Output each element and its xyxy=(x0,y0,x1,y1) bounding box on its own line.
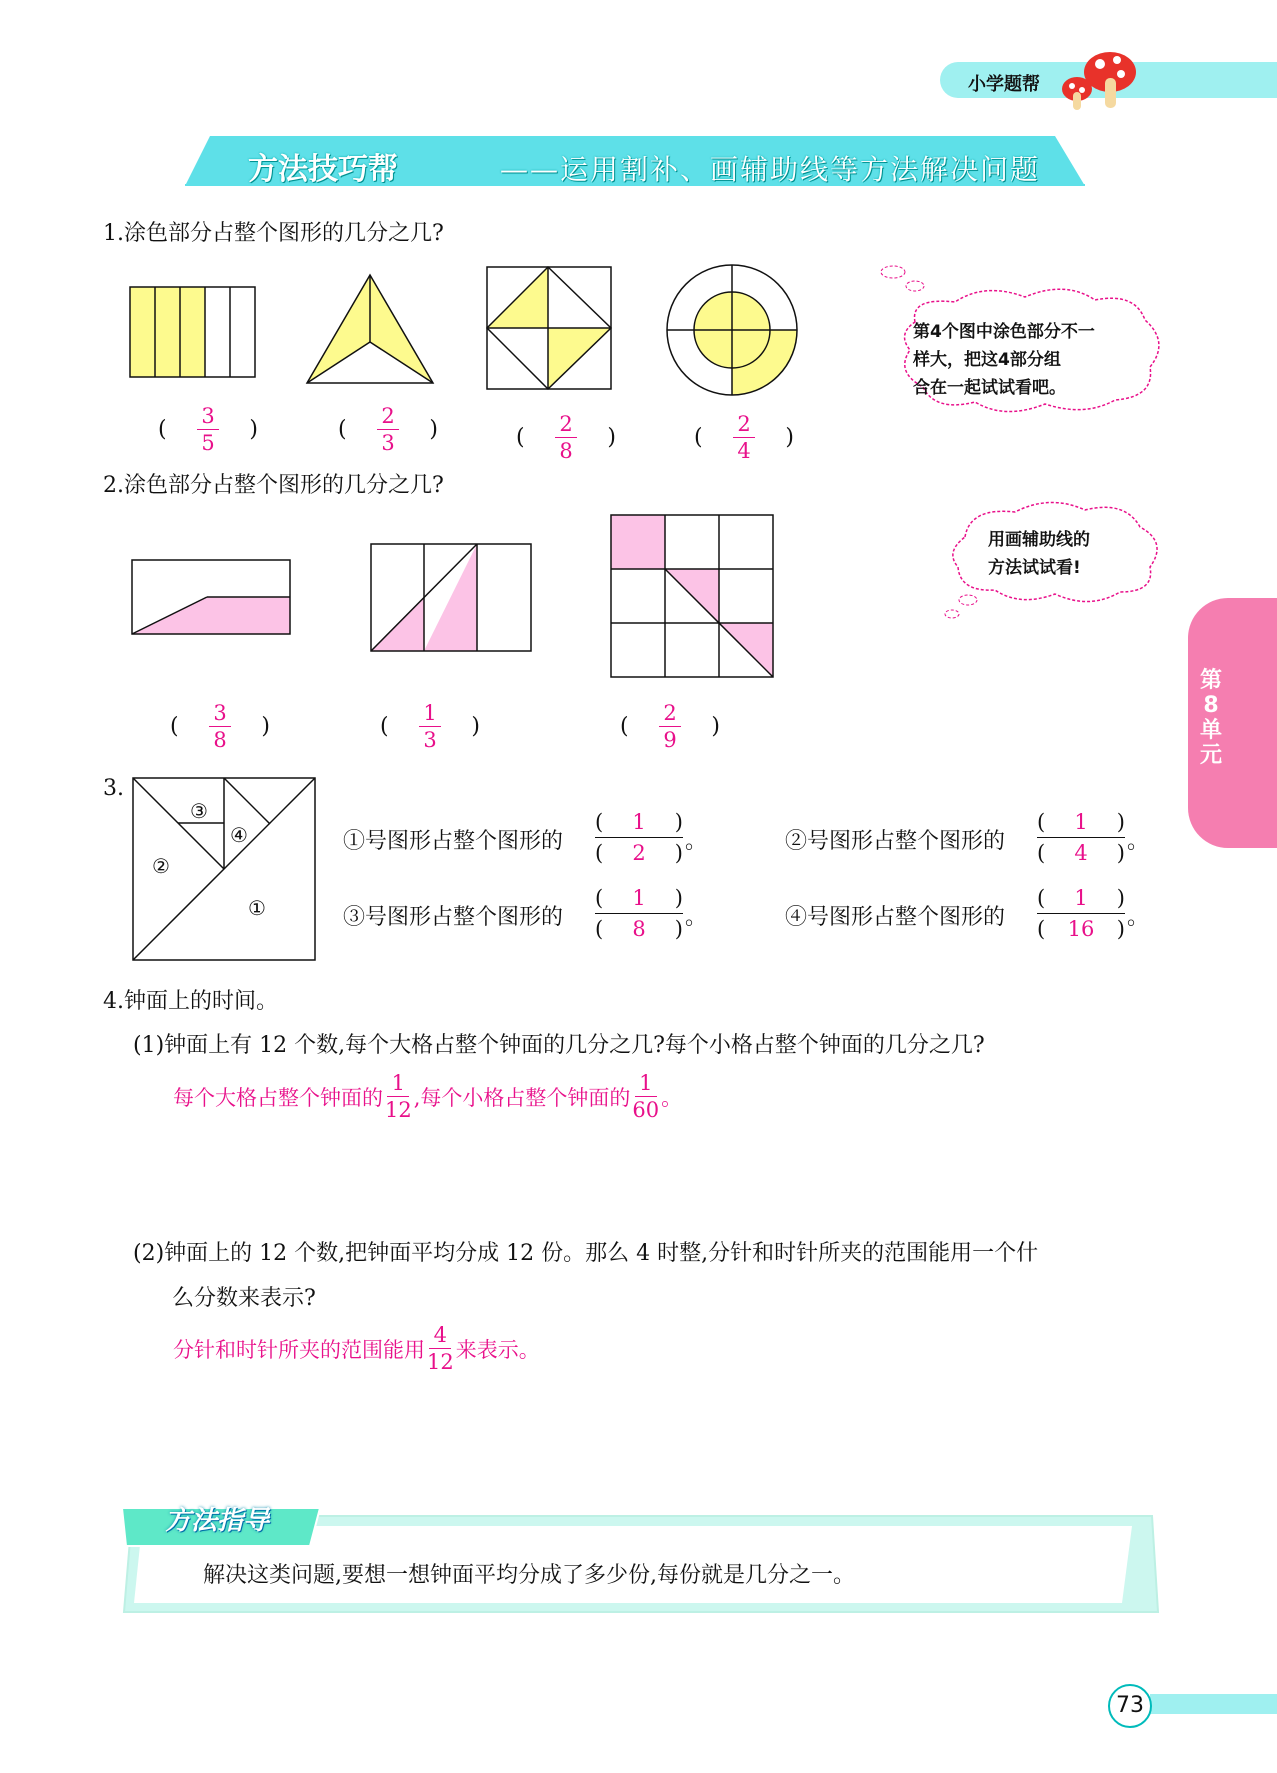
page-number: 73 xyxy=(1108,1684,1152,1728)
q2-figure-grid xyxy=(608,512,780,682)
q3-period-2: 。 xyxy=(1127,829,1150,854)
q4-sub2-line1: (2)钟面上的 12 个数,把钟面平均分成 12 份。那么 4 时整,分针和时针所夹的范围能用一个什 xyxy=(133,1241,1039,1266)
q2-answer-3: ( $\frac{2}{9}$ ) xyxy=(620,701,720,753)
q4-answer-1: 每个大格占整个钟面的 $\frac{1}{12}$ ,每个小格占整个钟面的 $\frac{1}{60}$ 。 xyxy=(173,1071,683,1123)
q3-period-4: 。 xyxy=(1127,905,1150,930)
q3-label-4: ④ xyxy=(230,823,248,847)
q1-answer-4: ( $\frac{2}{4}$ ) xyxy=(694,412,794,464)
q3-statement-4: ④号图形占整个图形的 xyxy=(785,905,1006,930)
q4-answer-2: 分针和时针所夹的范围能用 $\frac{4}{12}$ 来表示。 xyxy=(173,1323,540,1375)
q2-figure-rectangle xyxy=(130,558,292,638)
q2-figure-three-columns xyxy=(367,540,535,655)
q3-statement-1: ①号图形占整个图形的 xyxy=(343,829,564,854)
hint-bubble-1-text: 第4个图中涂色部分不一 样大，把这4部分组 合在一起试试看吧。 xyxy=(913,322,1095,398)
q2-answer-2: ( $\frac{1}{3}$ ) xyxy=(380,701,480,753)
q1-figure-triangle xyxy=(305,270,435,388)
q4-sub1: (1)钟面上有 12 个数,每个大格占整个钟面的几分之几?每个小格占整个钟面的几分之几? xyxy=(133,1033,985,1058)
page-number-strip xyxy=(1150,1694,1277,1714)
section-subtitle: ——运用割补、画辅助线等方法解决问题 xyxy=(500,153,1041,186)
q1-figure-square xyxy=(485,265,615,393)
q3-number: 3. xyxy=(103,776,124,801)
q1-answer-3: ( $\frac{2}{8}$ ) xyxy=(516,412,616,464)
brand-label: 小学题帮 xyxy=(968,74,1040,95)
q1-answer-1: ( $\frac{3}{5}$ ) xyxy=(158,404,258,456)
section-title: 方法技巧帮 xyxy=(248,152,398,187)
q4-prompt: 4.钟面上的时间。 xyxy=(103,989,278,1014)
method-guide-text: 解决这类问题,要想一想钟面平均分成了多少份,每份就是几分之一。 xyxy=(203,1563,855,1588)
q2-answer-1: ( $\frac{3}{8}$ ) xyxy=(170,701,270,753)
q3-answer-2: ( 1 ) ( 4 ) xyxy=(1037,810,1125,865)
q3-statement-3: ③号图形占整个图形的 xyxy=(343,905,564,930)
q1-figure-rectangle xyxy=(128,285,260,381)
q4-sub2-line2: 么分数来表示? xyxy=(172,1286,316,1311)
q3-statement-2: ②号图形占整个图形的 xyxy=(785,829,1006,854)
q3-answer-4: ( 1 ) ( 16 ) xyxy=(1037,886,1125,941)
q3-period-3: 。 xyxy=(685,905,708,930)
q1-answer-2: ( $\frac{2}{3}$ ) xyxy=(338,404,438,456)
q3-answer-3: ( 1 ) ( 8 ) xyxy=(595,886,683,941)
hint-bubble-2-text: 用画辅助线的 方法试试看! xyxy=(988,530,1090,578)
q3-label-2: ② xyxy=(152,854,170,878)
q1-prompt: 1.涂色部分占整个图形的几分之几? xyxy=(103,221,444,246)
q3-label-3: ③ xyxy=(190,799,208,823)
q1-figure-ring xyxy=(665,263,799,397)
mushroom-icon xyxy=(1055,44,1145,114)
q3-answer-1: ( 1 ) ( 2 ) xyxy=(595,810,683,865)
q2-prompt: 2.涂色部分占整个图形的几分之几? xyxy=(103,473,444,498)
unit-side-tab-label: 第8单元 xyxy=(1199,668,1222,768)
q3-period-1: 。 xyxy=(685,829,708,854)
q3-label-1: ① xyxy=(248,896,266,920)
method-guide-label: 方法指导 xyxy=(165,1506,270,1536)
